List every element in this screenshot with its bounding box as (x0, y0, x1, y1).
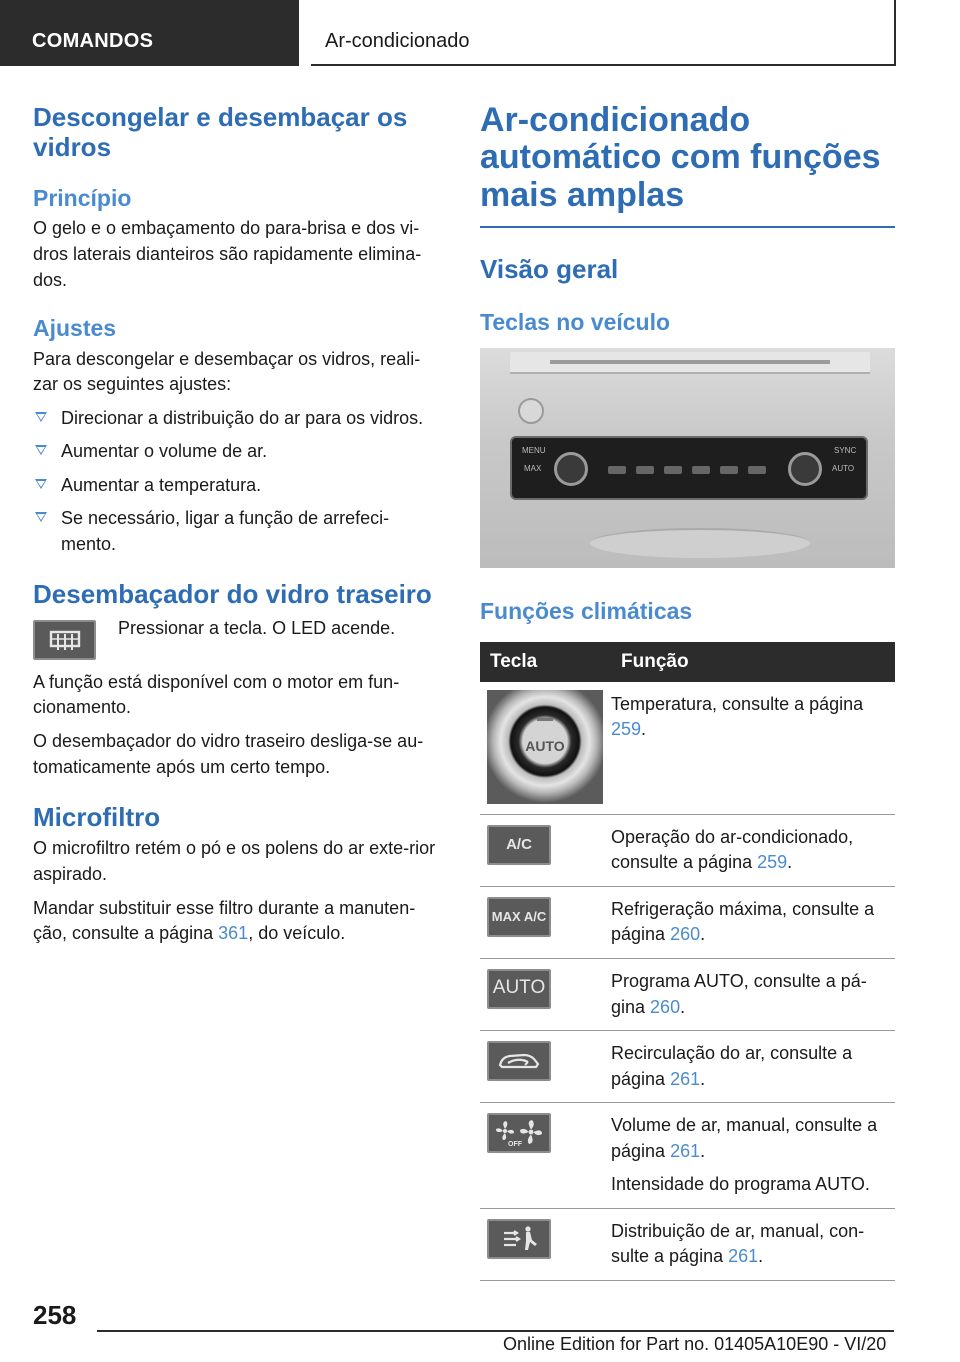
table-row: MAX A/C Refrigeração máxima, consulte a página 260. (480, 886, 895, 958)
left-temp-knob (554, 452, 588, 486)
page-link[interactable]: 261 (728, 1246, 759, 1267)
column-header-key: Tecla (480, 642, 611, 682)
column-header-function: Função (611, 642, 895, 682)
microfilter-heading: Microfiltro (33, 802, 161, 833)
list-item: Direcionar a distribuição do ar para os vidros. (33, 406, 443, 432)
page-link[interactable]: 261 (670, 1140, 701, 1161)
auto-icon: AUTO (487, 969, 551, 1009)
ac-icon: A/C (487, 825, 551, 865)
temperature-knob-icon: AUTO (487, 690, 603, 804)
table-row: AUTO Programa AUTO, consulte a pá-gina 260. (480, 958, 895, 1030)
bullet-triangle-icon (35, 412, 47, 422)
audio-knob (518, 398, 544, 424)
max-ac-icon: MAX A/C (487, 897, 551, 937)
auto-intensity-text: Intensidade do programa AUTO. (611, 1174, 870, 1195)
rear-defroster-text-1: A função está disponível com o motor em fun-cionamento. (33, 671, 400, 718)
fan-icon: OFF (487, 1113, 551, 1153)
rear-defroster-text-2: O desembaçador do vidro traseiro desliga-se au-tomaticamente após um certo tempo. (33, 730, 424, 777)
page-link[interactable]: 361 (218, 923, 249, 944)
table-header-row (480, 642, 895, 682)
bullet-triangle-icon (35, 479, 47, 489)
footer-rule (97, 1330, 894, 1332)
air-vent (510, 352, 870, 374)
keys-heading: Teclas no veículo (480, 308, 671, 335)
defrost-heading: Descongelar e desembaçar os vidros (33, 102, 408, 163)
table-row: A/C Operação do ar-condicionado, consulte a página 259. (480, 814, 895, 886)
principle-text: O gelo e o embaçamento do para-brisa e dos vi-dros laterais dianteiros são rapidamente elimina-dos. (33, 218, 422, 290)
rear-defroster-heading: Desembaçador do vidro traseiro (33, 579, 432, 610)
right-column (480, 102, 895, 1281)
air-distribution-icon (487, 1219, 551, 1259)
console-photo (480, 348, 895, 568)
right-temp-knob (788, 452, 822, 486)
table-row: Distribuição de ar, manual, con-sulte a página 261. (480, 1208, 895, 1280)
page-link[interactable]: 259 (611, 719, 642, 740)
edition-text: Online Edition for Part no. 01405A10E90 - VI/20 (503, 1334, 887, 1354)
functions-table (480, 642, 895, 1281)
settings-list (33, 406, 443, 558)
left-column (33, 102, 443, 947)
bullet-triangle-icon (35, 445, 47, 455)
rear-defroster-press: Pressionar a tecla. O LED acende. (118, 617, 396, 638)
topic-label: Ar-condicionado (325, 30, 470, 52)
microfilter-text-2: Mandar substituir esse filtro durante a manuten-ção, consulte a página 361, do veículo. (33, 897, 416, 944)
rear-defrost-icon (33, 620, 96, 660)
table-row: OFF Volume de ar, manual, consulte a página 261. Intensidade do programa AUTO. (480, 1103, 895, 1209)
page-header (0, 0, 960, 66)
section-tab (0, 0, 299, 66)
table-row: AUTO Temperatura, consulte a página 259. (480, 682, 895, 815)
page-link[interactable]: 261 (670, 1068, 701, 1089)
list-item: Aumentar a temperatura. (33, 473, 443, 499)
title-rule (480, 226, 895, 228)
climate-title: Ar-condicionado automático com funções mais amplas (480, 101, 881, 214)
page-number: 258 (33, 1300, 77, 1330)
list-item: Aumentar o volume de ar. (33, 439, 443, 465)
page-link[interactable]: 260 (670, 924, 701, 945)
recirculation-icon (487, 1041, 551, 1081)
bullet-triangle-icon (35, 512, 47, 522)
settings-heading: Ajustes (33, 315, 117, 342)
list-item: Se necessário, ligar a função de arrefeci-mento. (33, 506, 443, 557)
microfilter-text-1: O microfiltro retém o pó e os polens do ar exte-rior aspirado. (33, 838, 436, 885)
principle-heading: Princípio (33, 184, 132, 211)
rear-defroster-key-row (33, 617, 443, 660)
functions-heading: Funções climáticas (480, 598, 693, 625)
table-row: Recirculação do ar, consulte a página 261. (480, 1031, 895, 1103)
settings-intro: Para descongelar e desembaçar os vidros, reali-zar os seguintes ajustes: (33, 348, 421, 395)
climate-panel: MENU MAX SYNC AUTO (510, 436, 868, 500)
page-link[interactable]: 260 (650, 996, 681, 1017)
section-label: COMANDOS (32, 30, 154, 52)
storage-tray (590, 528, 810, 558)
page-link[interactable]: 259 (757, 852, 788, 873)
topic-tab (311, 0, 896, 66)
overview-heading: Visão geral (480, 254, 619, 285)
